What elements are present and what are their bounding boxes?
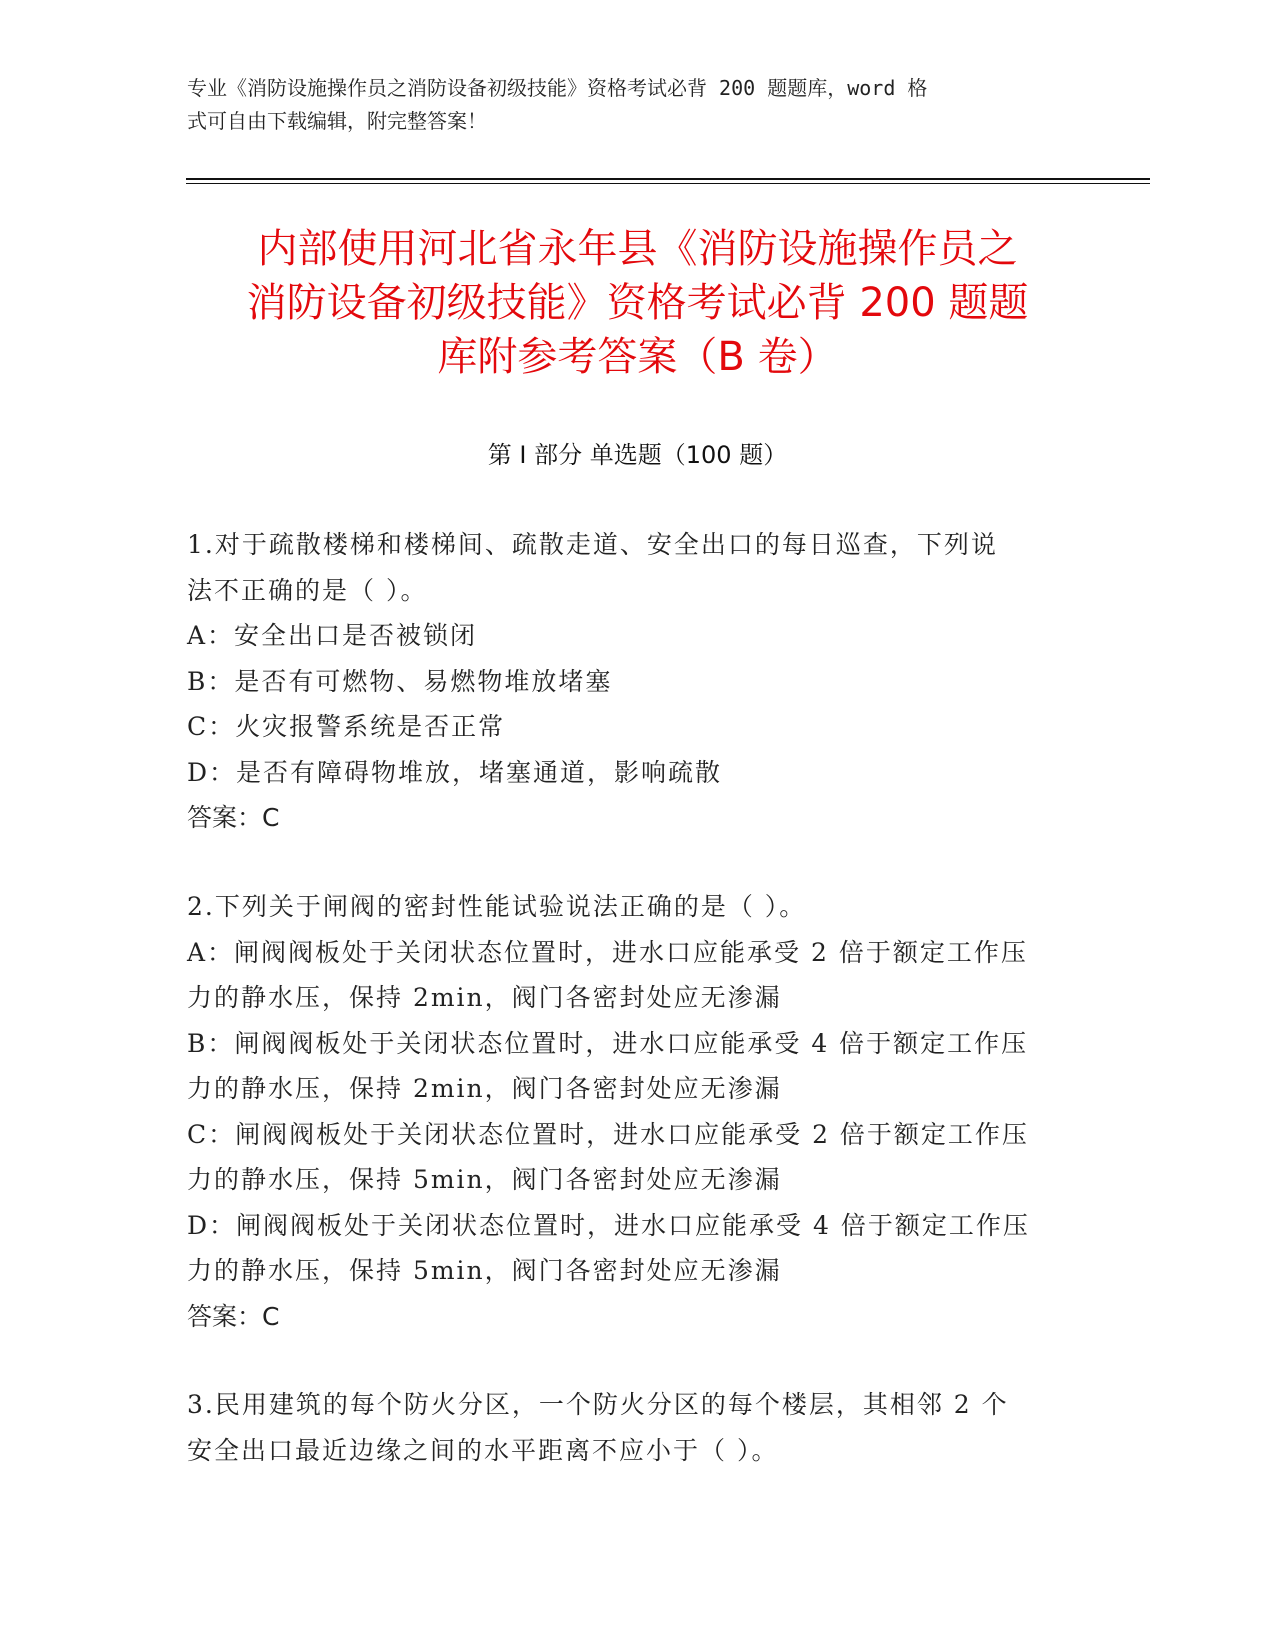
option-c: C：火灾报警系统是否正常 [187,712,506,741]
question-stem-line: 3.民用建筑的每个防火分区，一个防火分区的每个楼层，其相邻 2 个 [187,1390,1009,1419]
option-a: A：安全出口是否被锁闭 [187,621,478,650]
option-b-continued: 力的静水压，保持 2min，阀门各密封处应无渗漏 [187,1074,782,1103]
answer: 答案：C [187,803,280,832]
header-divider-thin [186,183,1150,184]
question-stem-line: 2.下列关于闸阀的密封性能试验说法正确的是（ ）。 [187,892,807,921]
question-3 [187,1382,1067,1473]
header-note-line-1: 专业《消防设施操作员之消防设备初级技能》资格考试必背 200 题题库，word 格 [187,76,928,100]
header-note [187,72,1067,138]
question-stem-line: 1.对于疏散楼梯和楼梯间、疏散走道、安全出口的每日巡查，下列说 [187,530,998,559]
option-b: B：闸阀阀板处于关闭状态位置时，进水口应能承受 4 倍于额定工作压 [187,1028,1029,1058]
option-c-continued: 力的静水压，保持 5min，阀门各密封处应无渗漏 [187,1165,782,1194]
answer: 答案：C [187,1301,280,1331]
option-d-continued: 力的静水压，保持 5min，阀门各密封处应无渗漏 [187,1256,782,1285]
question-2 [187,884,1067,1339]
header-divider-thick [186,178,1150,180]
option-c: C：闸阀阀板处于关闭状态位置时，进水口应能承受 2 倍于额定工作压 [187,1119,1029,1149]
question-stem-line: 安全出口最近边缘之间的水平距离不应小于（ ）。 [187,1435,779,1465]
option-d: D：闸阀阀板处于关闭状态位置时，进水口应能承受 4 倍于额定工作压 [187,1210,1030,1240]
question-stem-line: 法不正确的是（ ）。 [187,575,428,605]
option-b: B：是否有可燃物、易燃物堆放堵塞 [187,666,613,696]
document-title-line-2: 消防设备初级技能》资格考试必背 200 题题 [246,280,1029,326]
section-title: 第 I 部分 单选题（100 题） [487,441,788,469]
document-title-line-1: 内部使用河北省永年县《消防设施操作员之 [257,226,1018,272]
option-d: D：是否有障碍物堆放，堵塞通道，影响疏散 [187,757,723,787]
question-1 [187,522,1067,841]
header-note-line-2: 式可自由下载编辑，附完整答案！ [187,109,487,133]
option-a-continued: 力的静水压，保持 2min，阀门各密封处应无渗漏 [187,983,782,1012]
option-a: A：闸阀阀板处于关闭状态位置时，进水口应能承受 2 倍于额定工作压 [187,937,1028,967]
document-title-line-3: 库附参考答案（B 卷） [437,334,838,380]
document-title [150,222,1125,384]
